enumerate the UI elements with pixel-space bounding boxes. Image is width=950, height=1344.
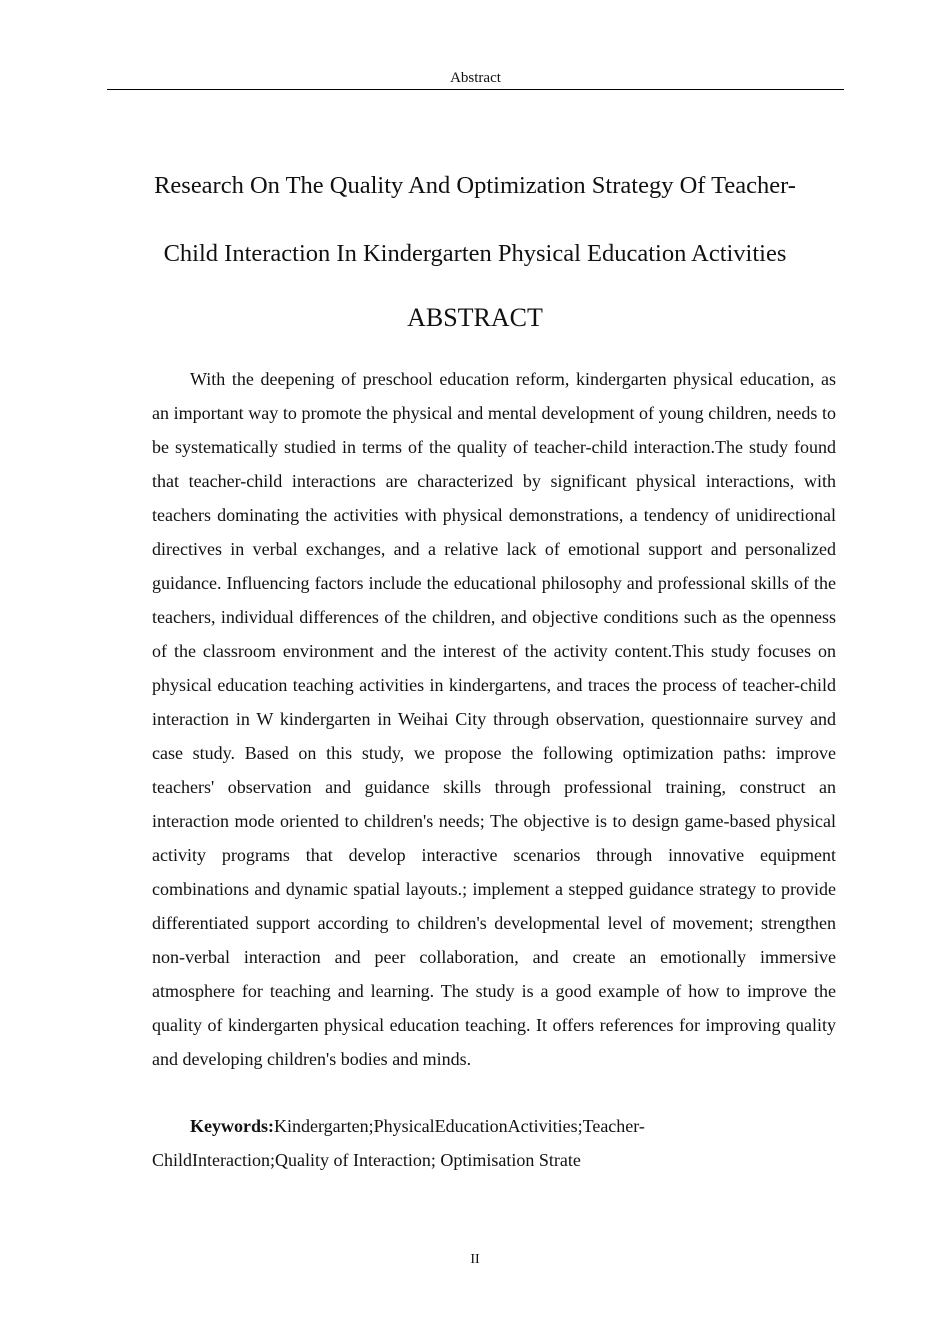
page-number: II	[470, 1252, 480, 1267]
keywords-text: Kindergarten;PhysicalEducationActivities;Teacher-ChildInteraction;Quality of Interaction; Optimisation Strate	[152, 1116, 645, 1170]
keywords-line	[152, 1109, 692, 1177]
running-header: Abstract	[107, 69, 844, 90]
abstract-body: With the deepening of preschool education reform, kindergarten physical education, as an important way to promote the physical and mental development of young children, needs to be systematically studied in terms of the quality of teacher-child interaction.The study found that teacher-child interactions are characterized by significant physical interactions, with teachers dominating the activities with physical demonstrations, a tendency of unidirectional directives in verbal exchanges, and a relative lack of emotional support and personalized guidance. Influencing factors include the educational philosophy and professional skills of the teachers, individual differences of the children, and objective conditions such as the openness of the classroom environment and the interest of the activity content.This study focuses on physical education teaching activities in kindergartens, and traces the process of teacher-child interaction in W kindergarten in Weihai City through observation, questionnaire survey and case study. Based on this study, we propose the following optimization paths: improve teachers' observation and guidance skills through professional training, construct an interaction mode oriented to children's needs; The objective is to design game-based physical activity programs that develop interactive scenarios through innovative equipment combinations and dynamic spatial layouts.; implement a stepped guidance strategy to provide differentiated support according to children's developmental level of movement; strengthen non-verbal interaction and peer collaboration, and create an emotionally immersive atmosphere for teaching and learning. The study is a good example of how to improve the quality of kindergarten physical education teaching. It offers references for improving quality and developing children's bodies and minds.	[152, 369, 836, 1069]
paper-title-line-1: Research On The Quality And Optimization Strategy Of Teacher-	[154, 172, 796, 199]
paper-title-line-2: Child Interaction In Kindergarten Physical Education Activities	[163, 240, 787, 267]
paper-title	[140, 152, 810, 288]
abstract-heading: ABSTRACT	[407, 303, 543, 332]
keywords-label: Keywords:	[190, 1116, 274, 1136]
